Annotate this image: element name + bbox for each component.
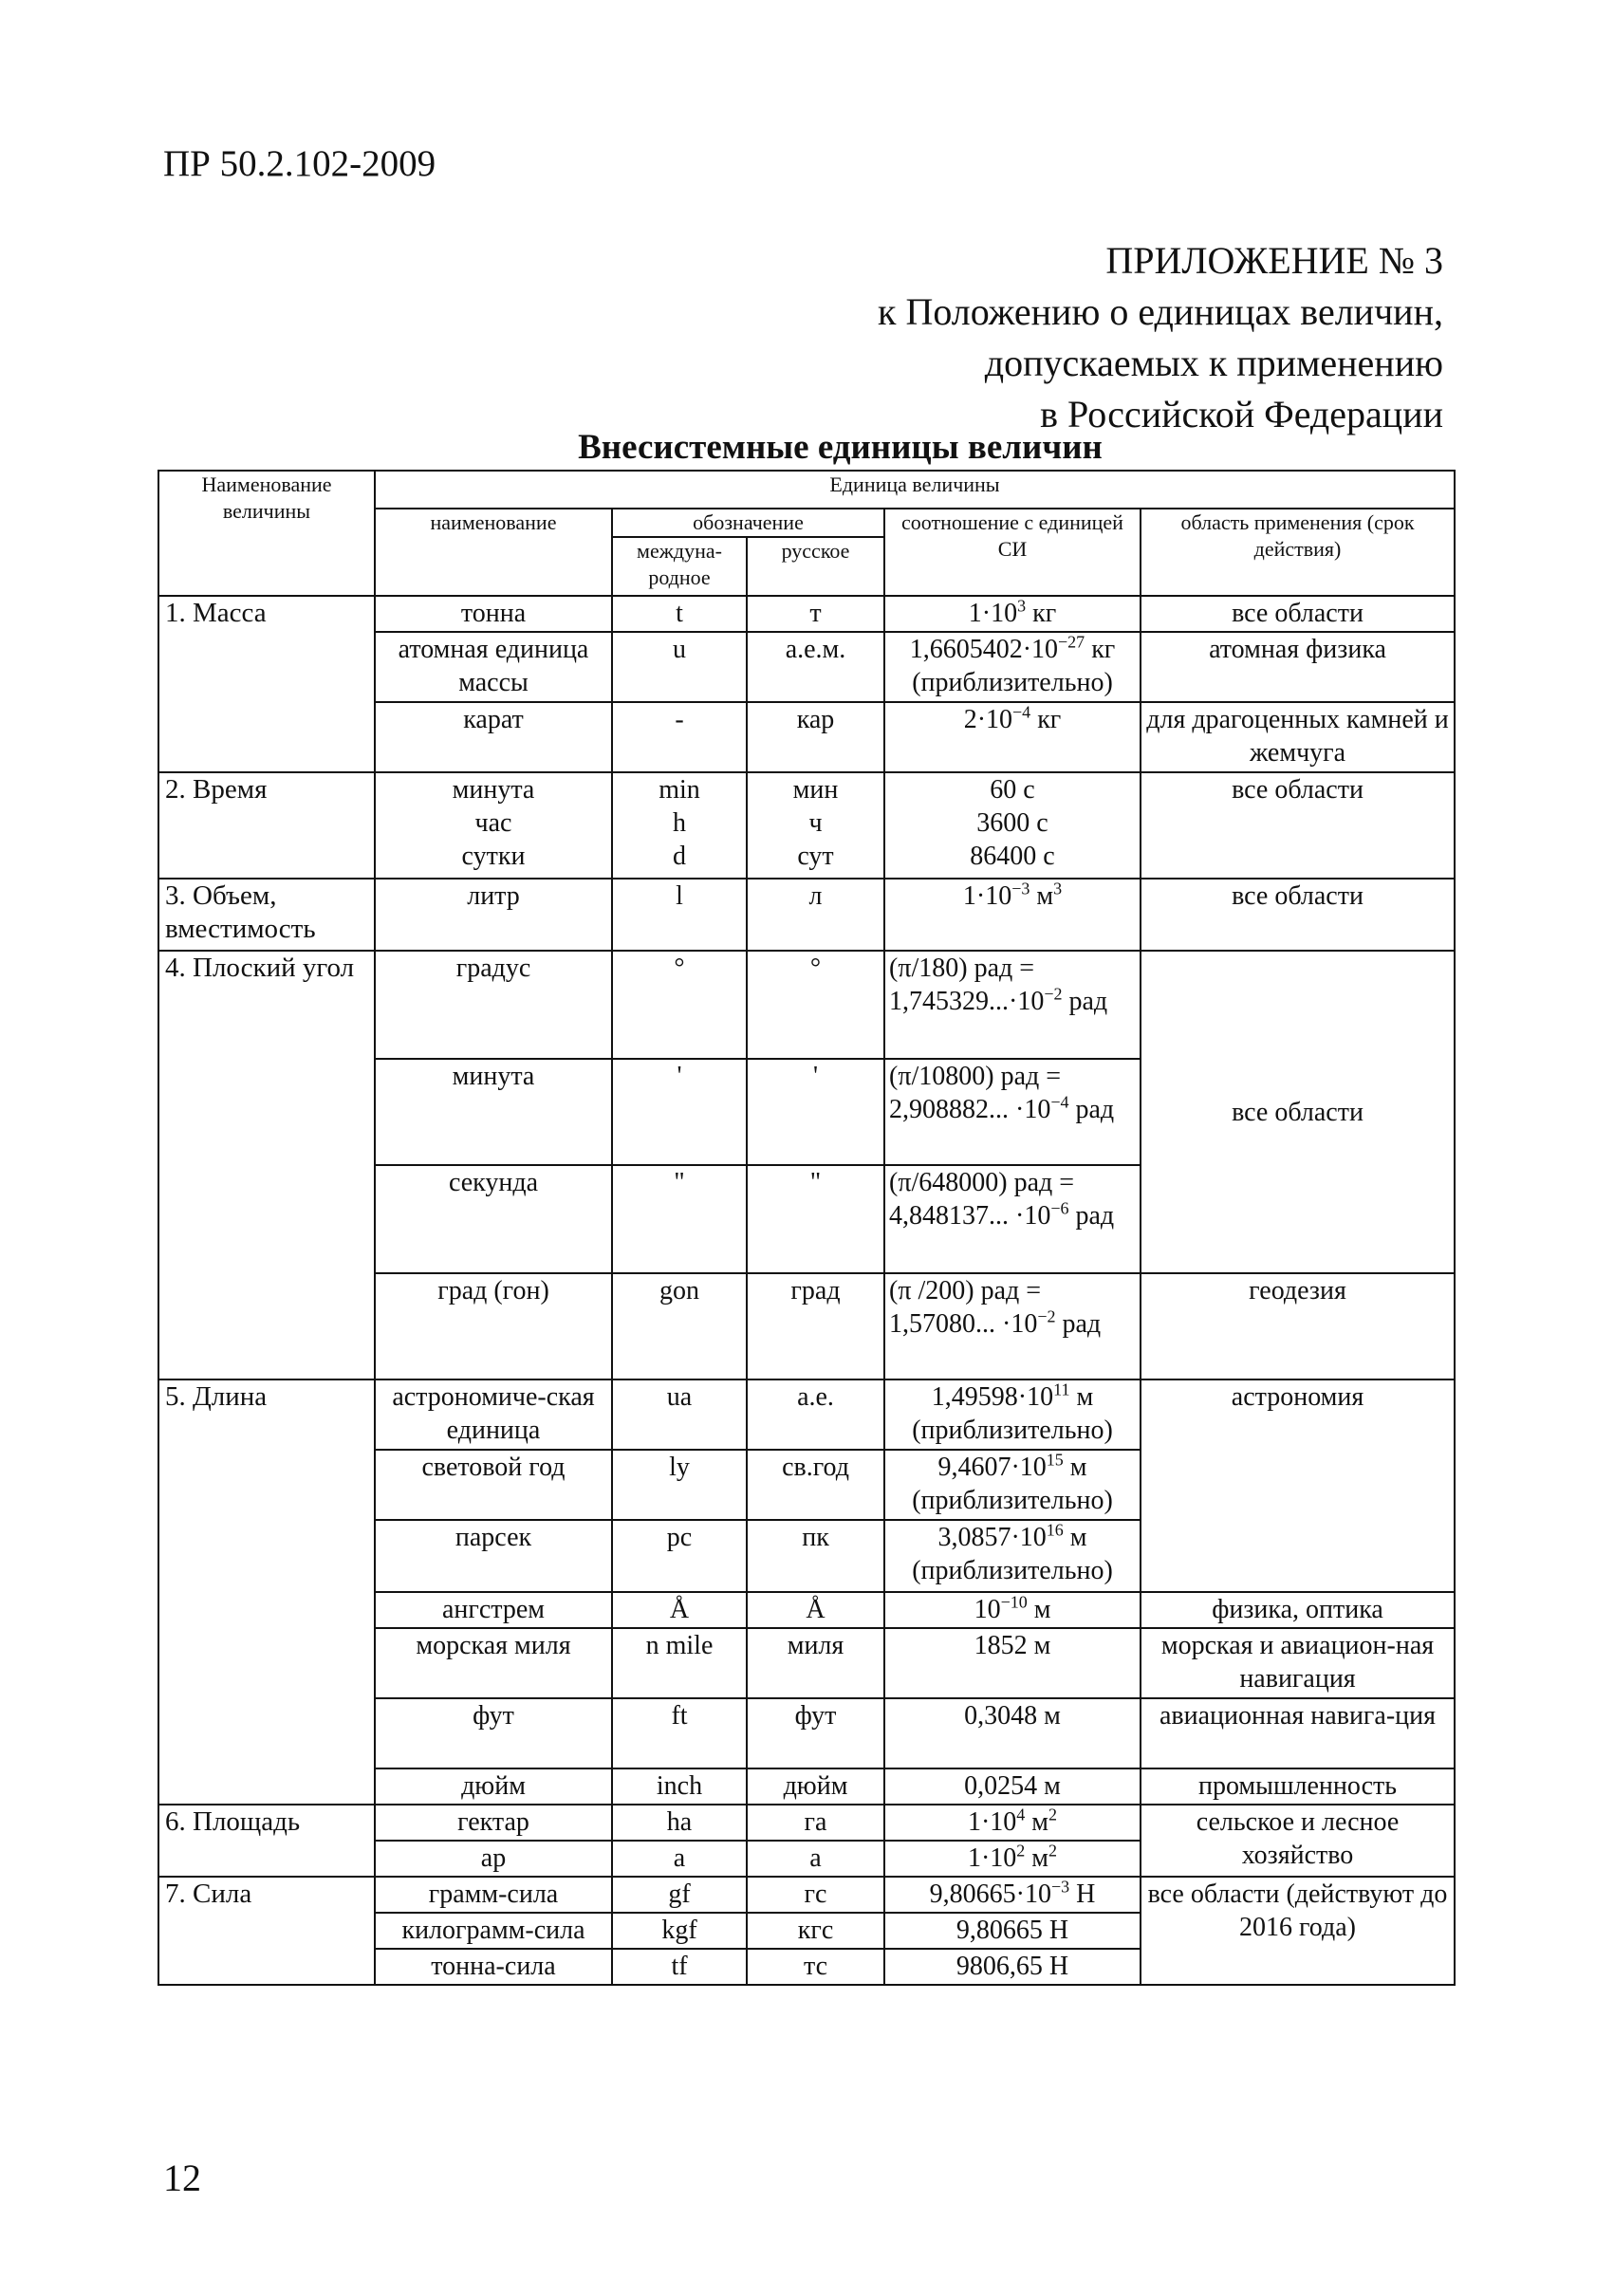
unit-name: световой год — [375, 1450, 612, 1520]
unit-name: секунда — [375, 1165, 612, 1273]
unit-rus: тс — [747, 1949, 884, 1985]
unit-ratio: $1\cdot 10^2$ $м^2$ — [884, 1841, 1141, 1877]
unit-ratio: $3,0857\cdot 10^{16}$ м (приблизительно) — [884, 1520, 1141, 1592]
unit-rus: ' — [747, 1059, 884, 1165]
header-ratio: соотношение с единицей СИ — [884, 509, 1141, 596]
table-row — [158, 951, 1455, 1059]
unit-name: литр — [375, 879, 612, 951]
unit-rus: л — [747, 879, 884, 951]
appendix-subtitle-1: к Положению о единицах величин, — [878, 290, 1443, 333]
header-international: междуна-родное — [612, 537, 747, 596]
unit-intl: kgf — [612, 1913, 747, 1949]
unit-area: морская и авиацион-ная навигация — [1141, 1628, 1455, 1698]
quantity-time: 2. Время — [158, 772, 375, 879]
unit-intl: pc — [612, 1520, 747, 1592]
unit-ratio: $9,80665\cdot 10^{-3}$ Н — [884, 1877, 1141, 1913]
unit-name: тонна — [375, 596, 612, 632]
unit-area: все области — [1141, 596, 1455, 632]
table-row — [158, 1805, 1455, 1841]
unit-ratio: (π /200) рад = 1,57080... $\cdot 10^{-2}$ рад — [884, 1273, 1141, 1379]
unit-intl: ° — [612, 951, 747, 1059]
unit-ratio: $1,49598\cdot 10^{11}$ м (приблизительно) — [884, 1379, 1141, 1450]
unit-ratio: $1\cdot 10^4$ $м^2$ — [884, 1805, 1141, 1841]
unit-ratio: 9806,65 Н — [884, 1949, 1141, 1985]
unit-intl: ft — [612, 1698, 747, 1768]
quantity-volume: 3. Объем, вместимость — [158, 879, 375, 951]
unit-rus: а — [747, 1841, 884, 1877]
unit-name: ар — [375, 1841, 612, 1877]
unit-rus: а.е. — [747, 1379, 884, 1450]
unit-ratio: $1\cdot 10^3$ кг — [884, 596, 1141, 632]
unit-rus: " — [747, 1165, 884, 1273]
unit-intl: " — [612, 1165, 747, 1273]
unit-name: астрономиче-ская единица — [375, 1379, 612, 1450]
unit-intl: t — [612, 596, 747, 632]
unit-intl: u — [612, 632, 747, 702]
unit-area: все области — [1141, 772, 1455, 879]
unit-intl: a — [612, 1841, 747, 1877]
unit-name: грамм-сила — [375, 1877, 612, 1913]
unit-ratio: 0,0254 м — [884, 1768, 1141, 1805]
unit-intl: min h d — [612, 772, 747, 879]
header-quantity: Наименование величины — [158, 471, 375, 596]
unit-intl: ha — [612, 1805, 747, 1841]
unit-name: минута час сутки — [375, 772, 612, 879]
unit-name: гектар — [375, 1805, 612, 1841]
unit-rus: га — [747, 1805, 884, 1841]
unit-rus: град — [747, 1273, 884, 1379]
unit-intl: tf — [612, 1949, 747, 1985]
document-code: ПР 50.2.102-2009 — [163, 143, 436, 184]
header-name: наименование — [375, 509, 612, 596]
unit-area: геодезия — [1141, 1273, 1455, 1379]
appendix-number: ПРИЛОЖЕНИЕ № 3 — [1105, 239, 1443, 282]
unit-intl: n mile — [612, 1628, 747, 1698]
quantity-mass: 1. Масса — [158, 596, 375, 772]
unit-rus: кгс — [747, 1913, 884, 1949]
unit-ratio: 60 с 3600 с 86400 с — [884, 772, 1141, 879]
unit-rus: фут — [747, 1698, 884, 1768]
unit-intl: - — [612, 702, 747, 772]
unit-intl: gon — [612, 1273, 747, 1379]
unit-name: минута — [375, 1059, 612, 1165]
unit-name: ангстрем — [375, 1592, 612, 1628]
unit-ratio: (π/10800) рад = 2,908882... $\cdot 10^{-4}$ рад — [884, 1059, 1141, 1165]
unit-rus: кар — [747, 702, 884, 772]
unit-rus: миля — [747, 1628, 884, 1698]
unit-area: все области — [1141, 951, 1455, 1273]
units-table — [158, 470, 1456, 1986]
appendix-subtitle-3: в Российской Федерации — [1040, 393, 1443, 435]
quantity-length: 5. Длина — [158, 1379, 375, 1805]
unit-area: промышленность — [1141, 1768, 1455, 1805]
table-row — [158, 596, 1455, 632]
quantity-area: 6. Площадь — [158, 1805, 375, 1877]
table-row — [158, 1877, 1455, 1913]
unit-rus: ° — [747, 951, 884, 1059]
unit-rus: мин ч сут — [747, 772, 884, 879]
unit-ratio: 0,3048 м — [884, 1698, 1141, 1768]
table-row — [158, 879, 1455, 951]
unit-ratio: 1852 м — [884, 1628, 1141, 1698]
appendix-subtitle-2: допускаемых к применению — [984, 342, 1443, 384]
table-row — [158, 1379, 1455, 1450]
unit-rus: т — [747, 596, 884, 632]
unit-name: градус — [375, 951, 612, 1059]
unit-intl: ly — [612, 1450, 747, 1520]
unit-area: физика, оптика — [1141, 1592, 1455, 1628]
unit-area: атомная физика — [1141, 632, 1455, 702]
unit-intl: ' — [612, 1059, 747, 1165]
unit-intl: l — [612, 879, 747, 951]
unit-intl: ua — [612, 1379, 747, 1450]
unit-area: авиационная навига-ция — [1141, 1698, 1455, 1768]
table-title: Внесистемные единицы величин — [578, 428, 1103, 467]
unit-area: сельское и лесное хозяйство — [1141, 1805, 1455, 1877]
unit-area: все области — [1141, 879, 1455, 951]
unit-area: для драгоценных камней и жемчуга — [1141, 702, 1455, 772]
table-row — [158, 772, 1455, 879]
unit-intl: Å — [612, 1592, 747, 1628]
unit-ratio: 9,80665 Н — [884, 1913, 1141, 1949]
header-designation: обозначение — [612, 509, 884, 537]
header-unit: Единица величины — [375, 471, 1455, 509]
unit-name: килограмм-сила — [375, 1913, 612, 1949]
unit-rus: дюйм — [747, 1768, 884, 1805]
unit-rus: Å — [747, 1592, 884, 1628]
quantity-force: 7. Сила — [158, 1877, 375, 1985]
unit-ratio: (π/648000) рад = 4,848137... $\cdot 10^{-6}$ рад — [884, 1165, 1141, 1273]
unit-name: морская миля — [375, 1628, 612, 1698]
unit-name: парсек — [375, 1520, 612, 1592]
unit-ratio: (π/180) рад = $1,745329...\cdot 10^{-2}$ рад — [884, 951, 1141, 1059]
unit-rus: пк — [747, 1520, 884, 1592]
unit-ratio: $9,4607\cdot 10^{15}$ м (приблизительно) — [884, 1450, 1141, 1520]
unit-ratio: $2\cdot 10^{-4}$ кг — [884, 702, 1141, 772]
unit-ratio: $1\cdot 10^{-3}$ $м^3$ — [884, 879, 1141, 951]
unit-ratio: $10^{-10}$ м — [884, 1592, 1141, 1628]
unit-area: астрономия — [1141, 1379, 1455, 1592]
unit-name: дюйм — [375, 1768, 612, 1805]
unit-area: все области (действуют до 2016 года) — [1141, 1877, 1455, 1985]
unit-name: тонна-сила — [375, 1949, 612, 1985]
unit-name: атомная единица массы — [375, 632, 612, 702]
header-russian: русское — [747, 537, 884, 596]
appendix-heading — [878, 235, 1443, 440]
unit-intl: inch — [612, 1768, 747, 1805]
page-number: 12 — [163, 2157, 201, 2199]
unit-intl: gf — [612, 1877, 747, 1913]
unit-rus: а.е.м. — [747, 632, 884, 702]
unit-name: карат — [375, 702, 612, 772]
unit-name: фут — [375, 1698, 612, 1768]
unit-rus: гс — [747, 1877, 884, 1913]
unit-rus: св.год — [747, 1450, 884, 1520]
quantity-angle: 4. Плоский угол — [158, 951, 375, 1379]
header-area: область применения (срок действия) — [1141, 509, 1455, 596]
unit-name: град (гон) — [375, 1273, 612, 1379]
unit-ratio: $1,6605402\cdot 10^{-27}$ кг (приблизительно) — [884, 632, 1141, 702]
